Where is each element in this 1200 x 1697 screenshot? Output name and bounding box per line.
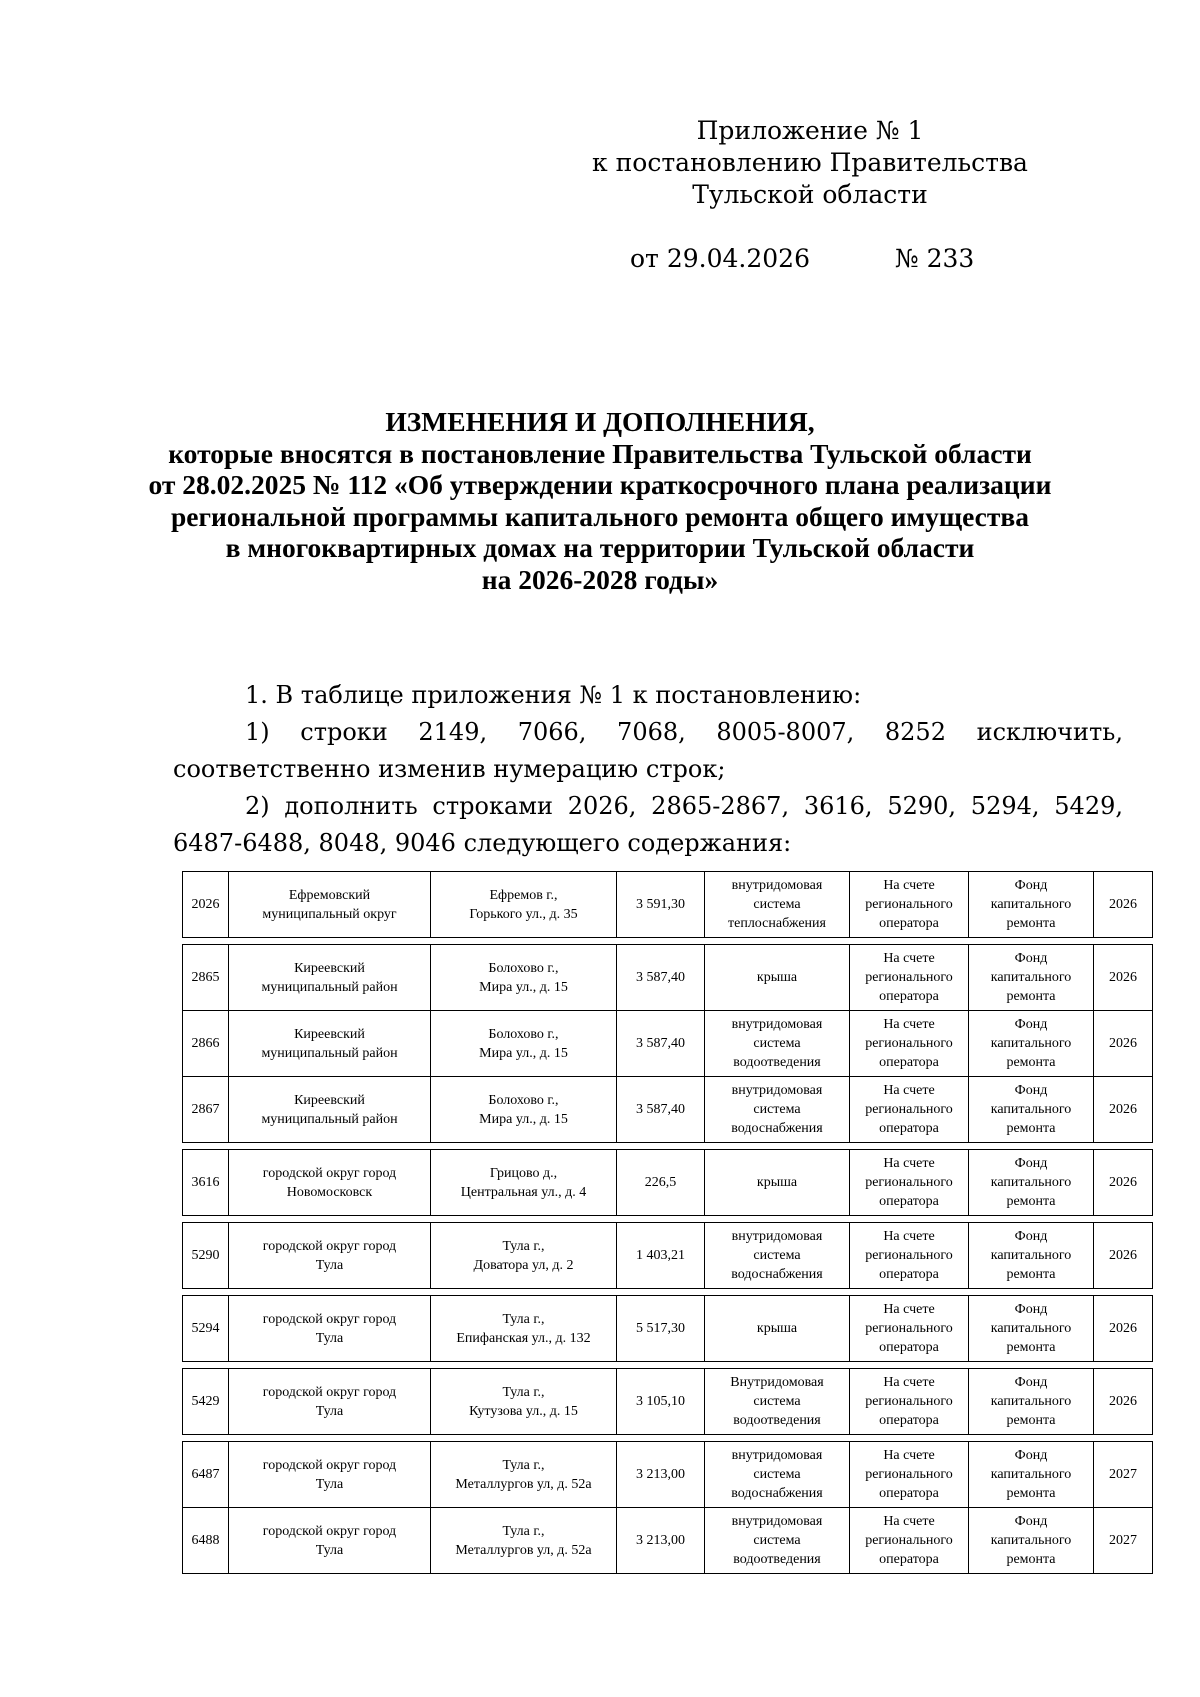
cell-account bbox=[850, 1011, 969, 1077]
cell-fund-line: ремонта bbox=[1006, 1340, 1056, 1355]
cell-fund-line: капитального bbox=[990, 1394, 1072, 1409]
cell-work-type bbox=[705, 1223, 850, 1289]
table-block bbox=[182, 871, 1153, 938]
cell-address-line: Мира ул., д. 15 bbox=[479, 1111, 568, 1127]
cell-account-line: На счете bbox=[883, 1156, 935, 1171]
cell-account-line: На счете bbox=[883, 951, 935, 966]
cell-address-line: Доватора ул, д. 2 bbox=[473, 1257, 574, 1273]
appendix-line-3: Тульской области bbox=[692, 180, 928, 209]
cell-work-type bbox=[705, 1296, 850, 1362]
cell-row-number-line: 2867 bbox=[191, 1102, 220, 1117]
cell-account-line: На счете bbox=[883, 1083, 935, 1098]
cell-fund-line: Фонд bbox=[1014, 1083, 1048, 1098]
table-block bbox=[182, 1295, 1153, 1362]
cell-account bbox=[850, 945, 969, 1011]
cell-work-type-line: внутридомовая bbox=[731, 1083, 823, 1098]
cell-area-line: 3 587,40 bbox=[636, 1036, 685, 1051]
cell-fund-line: капитального bbox=[990, 1533, 1072, 1548]
cell-area bbox=[617, 1150, 705, 1216]
table-block bbox=[182, 1441, 1153, 1574]
cell-row-number-line: 2026 bbox=[191, 897, 220, 912]
cell-account-line: оператора bbox=[879, 1340, 939, 1355]
cell-district bbox=[229, 1296, 431, 1362]
cell-year bbox=[1094, 1150, 1153, 1216]
cell-account bbox=[850, 1442, 969, 1508]
cell-fund-line: капитального bbox=[990, 1036, 1072, 1051]
cell-work-type-line: система bbox=[753, 1533, 801, 1548]
cell-district-line: городской округ город bbox=[262, 1457, 397, 1473]
cell-account-line: регионального bbox=[865, 1321, 953, 1336]
row-number bbox=[183, 1011, 229, 1077]
cell-address bbox=[431, 1077, 617, 1143]
cell-account-line: оператора bbox=[879, 1486, 939, 1501]
cell-work-type-line: система bbox=[753, 1467, 801, 1482]
cell-row-number-line: 2865 bbox=[191, 970, 220, 985]
cell-fund-line: Фонд bbox=[1014, 1229, 1048, 1244]
cell-account-line: регионального bbox=[865, 1175, 953, 1190]
cell-area bbox=[617, 1077, 705, 1143]
cell-area bbox=[617, 1442, 705, 1508]
cell-district bbox=[229, 1077, 431, 1143]
cell-district-line: городской округ город bbox=[262, 1165, 397, 1181]
cell-work-type-line: крыша bbox=[756, 970, 798, 985]
cell-fund-line: ремонта bbox=[1006, 989, 1056, 1004]
cell-area-line: 3 213,00 bbox=[636, 1467, 685, 1482]
cell-district bbox=[229, 1508, 431, 1574]
cell-account bbox=[850, 1296, 969, 1362]
cell-district-line: муниципальный округ bbox=[262, 906, 397, 922]
cell-row-number-line: 3616 bbox=[191, 1175, 220, 1190]
cell-district bbox=[229, 945, 431, 1011]
cell-address-line: Тула г., bbox=[502, 1523, 545, 1539]
cell-fund-line: капитального bbox=[990, 970, 1072, 985]
cell-work-type bbox=[705, 1442, 850, 1508]
cell-fund-line: ремонта bbox=[1006, 1552, 1056, 1567]
cell-year-line: 2026 bbox=[1109, 1102, 1137, 1117]
cell-account bbox=[850, 1508, 969, 1574]
cell-year bbox=[1094, 872, 1153, 938]
cell-year-line: 2026 bbox=[1109, 1175, 1137, 1190]
cell-area bbox=[617, 1296, 705, 1362]
cell-fund-line: ремонта bbox=[1006, 1121, 1056, 1136]
cell-fund-line: капитального bbox=[990, 897, 1072, 912]
cell-year-line: 2026 bbox=[1109, 970, 1137, 985]
cell-year bbox=[1094, 1508, 1153, 1574]
cell-work-type-line: система bbox=[753, 1036, 801, 1051]
title-line-1: ИЗМЕНЕНИЯ И ДОПОЛНЕНИЯ, bbox=[385, 406, 815, 437]
table-row bbox=[183, 1442, 1153, 1508]
cell-work-type-line: водоотведения bbox=[733, 1055, 821, 1070]
cell-district-line: Ефремовский bbox=[288, 887, 371, 903]
table-row bbox=[183, 1223, 1153, 1289]
cell-work-type-line: водоснабжения bbox=[731, 1267, 823, 1282]
cell-address-line: Горького ул., д. 35 bbox=[469, 906, 578, 922]
cell-work-type-line: теплоснабжения bbox=[728, 916, 826, 931]
cell-fund-line: Фонд bbox=[1014, 1017, 1048, 1032]
cell-work-type-line: внутридомовая bbox=[731, 1448, 823, 1463]
cell-work-type-line: крыша bbox=[756, 1175, 798, 1190]
cell-district-line: Киреевский bbox=[294, 1092, 365, 1108]
cell-area bbox=[617, 1011, 705, 1077]
cell-fund bbox=[969, 1150, 1094, 1216]
cell-fund-line: ремонта bbox=[1006, 1194, 1056, 1209]
cell-account-line: оператора bbox=[879, 1413, 939, 1428]
cell-account-line: регионального bbox=[865, 897, 953, 912]
cell-year bbox=[1094, 1077, 1153, 1143]
cell-address bbox=[431, 945, 617, 1011]
cell-fund-line: ремонта bbox=[1006, 1055, 1056, 1070]
cell-district bbox=[229, 872, 431, 938]
cell-district-line: Киреевский bbox=[294, 1026, 365, 1042]
row-number bbox=[183, 1296, 229, 1362]
cell-fund-line: Фонд bbox=[1014, 1302, 1048, 1317]
cell-area bbox=[617, 945, 705, 1011]
cell-district bbox=[229, 1150, 431, 1216]
rows-table bbox=[182, 871, 1152, 1574]
cell-year bbox=[1094, 1296, 1153, 1362]
row-number bbox=[183, 872, 229, 938]
table-row bbox=[183, 1150, 1153, 1216]
cell-account-line: регионального bbox=[865, 1533, 953, 1548]
cell-district-line: Тула bbox=[315, 1403, 344, 1419]
cell-year-line: 2026 bbox=[1109, 1394, 1137, 1409]
cell-fund-line: капитального bbox=[990, 1102, 1072, 1117]
cell-district-line: городской округ город bbox=[262, 1384, 397, 1400]
cell-fund-line: Фонд bbox=[1014, 1514, 1048, 1529]
appendix-line-1: Приложение № 1 bbox=[696, 116, 924, 145]
cell-work-type bbox=[705, 1011, 850, 1077]
cell-year-line: 2026 bbox=[1109, 1036, 1137, 1051]
cell-work-type-line: водоснабжения bbox=[731, 1486, 823, 1501]
cell-address-line: Мира ул., д. 15 bbox=[479, 1045, 568, 1061]
cell-account bbox=[850, 1077, 969, 1143]
table-row bbox=[183, 1296, 1153, 1362]
cell-work-type-line: внутридомовая bbox=[731, 1229, 823, 1244]
cell-work-type-line: внутридомовая bbox=[731, 1017, 823, 1032]
cell-work-type bbox=[705, 872, 850, 938]
cell-row-number-line: 5294 bbox=[191, 1321, 220, 1336]
cell-fund-line: Фонд bbox=[1014, 1448, 1048, 1463]
cell-district-line: Тула bbox=[315, 1476, 344, 1492]
cell-address-line: Металлургов ул, д. 52а bbox=[455, 1542, 592, 1558]
cell-account-line: На счете bbox=[883, 1514, 935, 1529]
title-line-6: на 2026-2028 годы» bbox=[481, 563, 719, 595]
cell-fund-line: Фонд bbox=[1014, 951, 1048, 966]
cell-area-line: 3 587,40 bbox=[636, 970, 685, 985]
table-row bbox=[183, 1508, 1153, 1574]
cell-address-line: Металлургов ул, д. 52а bbox=[455, 1476, 592, 1492]
cell-account-line: оператора bbox=[879, 1267, 939, 1282]
cell-row-number-line: 5290 bbox=[191, 1248, 220, 1263]
cell-fund-line: капитального bbox=[990, 1175, 1072, 1190]
cell-district-line: Тула bbox=[315, 1257, 344, 1273]
cell-year bbox=[1094, 1369, 1153, 1435]
cell-fund-line: ремонта bbox=[1006, 1413, 1056, 1428]
cell-work-type bbox=[705, 1369, 850, 1435]
cell-address bbox=[431, 1011, 617, 1077]
cell-address-line: Кутузова ул., д. 15 bbox=[469, 1403, 578, 1419]
cell-area bbox=[617, 872, 705, 938]
cell-district-line: городской округ город bbox=[262, 1311, 397, 1327]
cell-area-line: 226,5 bbox=[644, 1175, 677, 1190]
cell-district-line: муниципальный район bbox=[261, 1111, 398, 1127]
cell-work-type bbox=[705, 1077, 850, 1143]
cell-fund bbox=[969, 945, 1094, 1011]
cell-account-line: оператора bbox=[879, 1194, 939, 1209]
title-line-5: в многоквартирных домах на территории Тульской области bbox=[225, 532, 975, 563]
paragraph-3: 2) дополнить строками 2026, 2865-2867, 3616, 5290, 5294, 5429, 6487-6488, 8048, 9046 следующего содержания: bbox=[173, 792, 1123, 857]
cell-address bbox=[431, 1150, 617, 1216]
row-number bbox=[183, 1150, 229, 1216]
cell-work-type bbox=[705, 1508, 850, 1574]
cell-address bbox=[431, 1508, 617, 1574]
document-title bbox=[100, 406, 1100, 595]
cell-account-line: оператора bbox=[879, 1055, 939, 1070]
cell-district bbox=[229, 1442, 431, 1508]
cell-address-line: Грицово д., bbox=[489, 1165, 558, 1181]
cell-year-line: 2027 bbox=[1109, 1533, 1137, 1548]
cell-account-line: регионального bbox=[865, 1467, 953, 1482]
cell-fund bbox=[969, 1296, 1094, 1362]
cell-fund-line: ремонта bbox=[1006, 1267, 1056, 1282]
table-row bbox=[183, 1077, 1153, 1143]
cell-address-line: Болохово г., bbox=[488, 1092, 559, 1108]
cell-district-line: городской округ город bbox=[262, 1523, 397, 1539]
cell-work-type bbox=[705, 945, 850, 1011]
cell-account-line: На счете bbox=[883, 1448, 935, 1463]
cell-address-line: Болохово г., bbox=[488, 1026, 559, 1042]
appendix-header bbox=[580, 115, 1040, 273]
cell-account-line: регионального bbox=[865, 1248, 953, 1263]
cell-work-type-line: система bbox=[753, 1394, 801, 1409]
cell-address bbox=[431, 1223, 617, 1289]
cell-account bbox=[850, 1223, 969, 1289]
cell-fund-line: капитального bbox=[990, 1467, 1072, 1482]
cell-area bbox=[617, 1223, 705, 1289]
title-line-3: от 28.02.2025 № 112 «Об утверждении краткосрочного плана реализации bbox=[148, 469, 1052, 500]
cell-work-type-line: система bbox=[753, 1102, 801, 1117]
cell-area-line: 3 213,00 bbox=[636, 1533, 685, 1548]
cell-fund bbox=[969, 1011, 1094, 1077]
cell-account-line: регионального bbox=[865, 1036, 953, 1051]
cell-account-line: На счете bbox=[883, 1375, 935, 1390]
cell-district bbox=[229, 1011, 431, 1077]
table-block bbox=[182, 1149, 1153, 1216]
row-number bbox=[183, 1223, 229, 1289]
row-number bbox=[183, 1442, 229, 1508]
table-block bbox=[182, 1368, 1153, 1435]
cell-fund bbox=[969, 1508, 1094, 1574]
table-row bbox=[183, 872, 1153, 938]
paragraph-1: 1. В таблице приложения № 1 к постановлению: bbox=[245, 681, 862, 709]
cell-address-line: Болохово г., bbox=[488, 960, 559, 976]
table-row bbox=[183, 1011, 1153, 1077]
cell-district-line: Тула bbox=[315, 1542, 344, 1558]
cell-account bbox=[850, 1150, 969, 1216]
cell-district-line: Тула bbox=[315, 1330, 344, 1346]
table-row bbox=[183, 1369, 1153, 1435]
cell-account-line: оператора bbox=[879, 1121, 939, 1136]
cell-district-line: городской округ город bbox=[262, 1238, 397, 1254]
cell-year bbox=[1094, 1442, 1153, 1508]
appendix-date: от 29.04.2026 bbox=[630, 244, 810, 273]
cell-work-type-line: Внутридомовая bbox=[730, 1375, 824, 1390]
cell-address-line: Тула г., bbox=[502, 1384, 545, 1400]
title-line-4: региональной программы капитального ремонта общего имущества bbox=[171, 500, 1029, 532]
cell-fund-line: Фонд bbox=[1014, 1375, 1048, 1390]
cell-area-line: 1 403,21 bbox=[636, 1248, 685, 1263]
cell-area-line: 5 517,30 bbox=[636, 1321, 685, 1336]
cell-address bbox=[431, 872, 617, 938]
cell-year-line: 2026 bbox=[1109, 1248, 1137, 1263]
cell-work-type-line: водоснабжения bbox=[731, 1121, 823, 1136]
cell-work-type-line: система bbox=[753, 1248, 801, 1263]
cell-account bbox=[850, 872, 969, 938]
cell-address-line: Епифанская ул., д. 132 bbox=[456, 1330, 591, 1346]
cell-district bbox=[229, 1223, 431, 1289]
cell-work-type bbox=[705, 1150, 850, 1216]
cell-fund-line: Фонд bbox=[1014, 878, 1048, 893]
appendix-line-2: к постановлению Правительства bbox=[592, 148, 1028, 177]
cell-fund-line: капитального bbox=[990, 1248, 1072, 1263]
cell-area-line: 3 591,30 bbox=[636, 897, 685, 912]
row-number bbox=[183, 1369, 229, 1435]
cell-address bbox=[431, 1296, 617, 1362]
cell-fund-line: Фонд bbox=[1014, 1156, 1048, 1171]
cell-work-type-line: система bbox=[753, 897, 801, 912]
cell-row-number-line: 2866 bbox=[191, 1036, 220, 1051]
cell-row-number-line: 6488 bbox=[191, 1533, 220, 1548]
cell-fund-line: капитального bbox=[990, 1321, 1072, 1336]
appendix-number: № 233 bbox=[895, 244, 975, 273]
cell-fund bbox=[969, 1442, 1094, 1508]
cell-work-type-line: водоотведения bbox=[733, 1552, 821, 1567]
cell-address-line: Тула г., bbox=[502, 1238, 545, 1254]
cell-area bbox=[617, 1508, 705, 1574]
cell-work-type-line: внутридомовая bbox=[731, 878, 823, 893]
cell-district-line: Новомосковск bbox=[286, 1184, 373, 1200]
cell-address-line: Ефремов г., bbox=[489, 887, 558, 903]
cell-district bbox=[229, 1369, 431, 1435]
cell-fund-line: ремонта bbox=[1006, 1486, 1056, 1501]
cell-address-line: Тула г., bbox=[502, 1311, 545, 1327]
cell-address bbox=[431, 1369, 617, 1435]
cell-area bbox=[617, 1369, 705, 1435]
cell-account-line: регионального bbox=[865, 1394, 953, 1409]
title-line-2: которые вносятся в постановление Правительства Тульской области bbox=[168, 437, 1032, 469]
cell-year bbox=[1094, 1011, 1153, 1077]
cell-year-line: 2026 bbox=[1109, 897, 1137, 912]
cell-address-line: Мира ул., д. 15 bbox=[479, 979, 568, 995]
cell-account-line: На счете bbox=[883, 1302, 935, 1317]
cell-fund bbox=[969, 872, 1094, 938]
cell-account-line: регионального bbox=[865, 1102, 953, 1117]
cell-fund bbox=[969, 1369, 1094, 1435]
cell-district-line: муниципальный район bbox=[261, 1045, 398, 1061]
cell-address-line: Тула г., bbox=[502, 1457, 545, 1473]
cell-account-line: оператора bbox=[879, 916, 939, 931]
cell-district-line: Киреевский bbox=[294, 960, 365, 976]
table-block bbox=[182, 944, 1153, 1143]
row-number bbox=[183, 945, 229, 1011]
table-row bbox=[183, 945, 1153, 1011]
cell-address bbox=[431, 1442, 617, 1508]
cell-district-line: муниципальный район bbox=[261, 979, 398, 995]
row-number bbox=[183, 1077, 229, 1143]
cell-area-line: 3 105,10 bbox=[636, 1394, 685, 1409]
cell-year-line: 2027 bbox=[1109, 1467, 1137, 1482]
row-number bbox=[183, 1508, 229, 1574]
cell-address-line: Центральная ул., д. 4 bbox=[460, 1184, 587, 1200]
cell-year-line: 2026 bbox=[1109, 1321, 1137, 1336]
cell-account-line: На счете bbox=[883, 1017, 935, 1032]
cell-year bbox=[1094, 945, 1153, 1011]
body-text bbox=[173, 677, 1123, 862]
cell-account-line: оператора bbox=[879, 1552, 939, 1567]
cell-fund bbox=[969, 1223, 1094, 1289]
cell-account bbox=[850, 1369, 969, 1435]
cell-account-line: На счете bbox=[883, 878, 935, 893]
table-block bbox=[182, 1222, 1153, 1289]
cell-area-line: 3 587,40 bbox=[636, 1102, 685, 1117]
cell-work-type-line: внутридомовая bbox=[731, 1514, 823, 1529]
cell-fund-line: ремонта bbox=[1006, 916, 1056, 931]
cell-account-line: оператора bbox=[879, 989, 939, 1004]
cell-account-line: На счете bbox=[883, 1229, 935, 1244]
cell-fund bbox=[969, 1077, 1094, 1143]
cell-account-line: регионального bbox=[865, 970, 953, 985]
paragraph-2: 1) строки 2149, 7066, 7068, 8005-8007, 8252 исключить, соответственно изменив нумерацию строк; bbox=[173, 718, 1123, 783]
cell-row-number-line: 5429 bbox=[191, 1394, 220, 1409]
cell-year bbox=[1094, 1223, 1153, 1289]
cell-work-type-line: крыша bbox=[756, 1321, 798, 1336]
cell-work-type-line: водоотведения bbox=[733, 1413, 821, 1428]
cell-row-number-line: 6487 bbox=[191, 1467, 220, 1482]
